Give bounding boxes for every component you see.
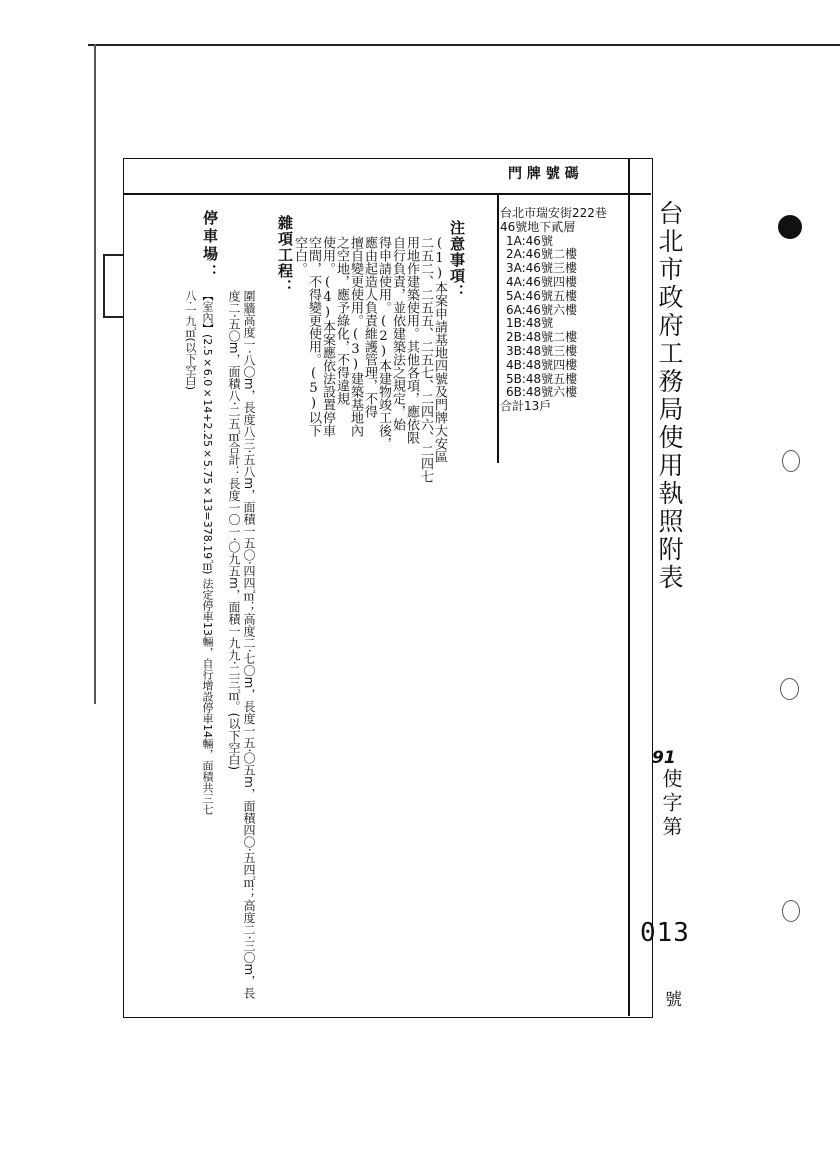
- parking-line: 【室內】(2.5×6.0×14+2.25×5.75×13=378.19㎡) 法定停車13輛，自行增設停車14輛，面積共三七: [201, 290, 214, 815]
- notes-line: 之空地，應予綠化，不得違規: [334, 236, 349, 405]
- notes-line: 空間，不得變更使用。(5)以下: [306, 236, 321, 437]
- scan-top-edge: [88, 44, 840, 46]
- address-street: 台北市瑞安街222巷: [500, 206, 607, 220]
- unit-item: 5B:48號五樓: [506, 371, 578, 386]
- unit-item: 1A:46號: [506, 233, 553, 248]
- notes-line: (1)本案申請基地四號及門牌大安區: [432, 236, 447, 463]
- notes-line: 二五二、二五五、二五七、二四六、二四七: [418, 236, 433, 483]
- unit-item: 4B:48號四樓: [506, 357, 578, 372]
- scan-left-edge: [94, 44, 96, 704]
- notes-line: 空白。: [292, 236, 307, 275]
- misc-heading: 雜項工程：: [276, 215, 294, 295]
- notes-line: 擅自變更使用。(3)建築基地內: [348, 236, 363, 437]
- punch-hole: [780, 678, 799, 700]
- unit-item: 4A:46號四樓: [506, 274, 577, 289]
- notes-line: 應由起造人負責維護管理，不得: [362, 236, 377, 418]
- unit-item: 3A:46號三樓: [506, 261, 577, 276]
- title-column-divider: [628, 159, 630, 1016]
- unit-item: 3B:48號三樓: [506, 343, 578, 358]
- notes-line: 使用。(4)本案應依法設置停車: [320, 236, 335, 437]
- unit-item: 6B:48號六樓: [506, 385, 578, 400]
- address-block: [500, 207, 625, 414]
- header-rule: [124, 193, 651, 195]
- license-word: 使字第: [659, 768, 683, 840]
- parking-line: 八‧一九㎡(以下空白): [184, 290, 197, 391]
- unit-item: 2A:46號二樓: [506, 247, 577, 262]
- unit-item: 1B:48號: [506, 316, 554, 331]
- door-number-label: 門 牌 號 碼: [508, 166, 579, 182]
- license-suffix: 號: [665, 990, 682, 1010]
- document-title: 台北市政府工務局使用執照附表: [655, 200, 684, 592]
- notes-line: 得申請使用。(2)本建物竣工後，: [376, 236, 391, 450]
- punch-hole: [778, 215, 802, 239]
- notes-heading: 注意事項：: [448, 220, 466, 300]
- unit-item: 5A:46號五樓: [506, 288, 577, 303]
- license-number: 013: [640, 918, 690, 948]
- unit-item: 2B:48號二樓: [506, 330, 578, 345]
- address-column-divider: [497, 193, 499, 463]
- unit-item: 6A:46號六樓: [506, 302, 577, 317]
- punch-hole: [782, 450, 800, 472]
- address-basement: 46號地下貳層: [500, 219, 576, 234]
- punch-hole: [782, 900, 800, 922]
- parking-heading: 停車場：: [201, 210, 219, 282]
- notes-line: 用地作建築使用。其他各項，應依限: [404, 236, 419, 444]
- misc-text: 圍牆高度一‧八〇m，長度八三‧五八m，面積一五〇‧四四㎡；高度二‧七〇m，長度一五‧〇五m，面積四〇‧五四㎡；高度二‧三〇m，長度二‧五〇m，面積八‧二五㎡合計：長度一〇一‧〇九五m，面積一九九‧二三㎡。(以下空白): [227, 290, 256, 1000]
- unit-total: 合計13戶: [500, 399, 552, 414]
- notes-line: 自行負責，並依建築法之規定，始: [390, 236, 405, 431]
- license-year: 91: [652, 748, 676, 768]
